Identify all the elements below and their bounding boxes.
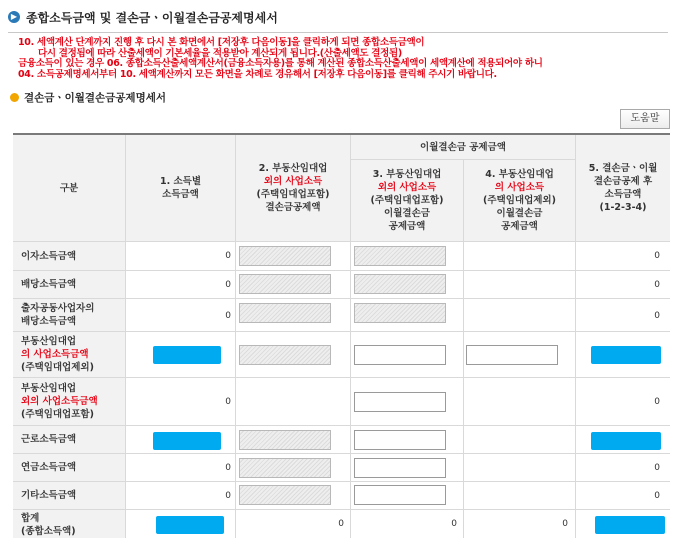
value-col5: 0 <box>654 397 660 407</box>
header-col3: 3. 부동산임대업 외의 사업소득 (주택임대업포함) 이월결손금 공제금액 <box>351 160 464 242</box>
carryover-deduction-input[interactable] <box>354 392 446 412</box>
row-label-pension-income: 연금소득금액 <box>13 454 126 482</box>
total-col4: 0 <box>562 519 568 529</box>
notice-line: 04. 소득공제명세서부터 10. 세액계산까지 모든 화면을 차례로 경유해서 [저장후 다음이동]를 클릭해 주시기 바랍니다. <box>18 68 497 80</box>
deficit-deduction-input-disabled <box>239 458 331 478</box>
value-col5: 0 <box>654 311 660 321</box>
carryover-input-disabled <box>354 274 446 294</box>
header-category: 구분 <box>13 135 126 242</box>
total-col2: 0 <box>338 519 344 529</box>
page-title: 종합소득금액 및 결손금ㆍ이월결손금공제명세서 <box>26 10 278 25</box>
income-amount-highlight[interactable] <box>153 432 221 450</box>
header-col2: 2. 부동산임대업 외의 사업소득 (주택임대업포함) 결손금공제액 <box>236 135 351 242</box>
header-col4: 4. 부동산임대업 의 사업소득 (주택임대업제외) 이월결손금 공제금액 <box>464 160 576 242</box>
value-col5: 0 <box>654 491 660 501</box>
deficit-deduction-input-disabled <box>239 303 331 323</box>
deficit-deduction-input-disabled <box>239 246 331 266</box>
cell <box>464 378 576 426</box>
total-income-highlight <box>156 516 224 534</box>
row-label-real-estate-rental: 부동산임대업 의 사업소득금액 (주택임대업제외) <box>13 332 126 378</box>
value-col1: 0 <box>225 251 231 261</box>
cell <box>464 242 576 271</box>
carryover-deduction-input[interactable] <box>354 430 446 450</box>
total-col3: 0 <box>451 519 457 529</box>
cell <box>464 299 576 332</box>
deficit-deduction-input-disabled <box>239 430 331 450</box>
result-amount-highlight <box>591 346 661 364</box>
arrow-circle-icon: ▶ <box>8 11 20 23</box>
header-col1: 1. 소득별 소득금액 <box>126 135 236 242</box>
page-header <box>8 6 668 28</box>
section-title: 결손금ㆍ이월결손금공제명세서 <box>24 92 167 104</box>
bullet-dot-icon <box>10 93 19 102</box>
section-header <box>10 90 166 105</box>
row-label-other-income: 기타소득금액 <box>13 482 126 510</box>
cell <box>464 271 576 299</box>
cell <box>464 482 576 510</box>
value-col1: 0 <box>225 463 231 473</box>
value-col5: 0 <box>654 463 660 473</box>
total-result-highlight <box>595 516 665 534</box>
value-col1: 0 <box>225 491 231 501</box>
row-label-earned-income: 근로소득금액 <box>13 426 126 454</box>
carryover-input-disabled <box>354 303 446 323</box>
deficit-deduction-input-disabled <box>239 485 331 505</box>
cell <box>464 426 576 454</box>
carryover-deduction-input[interactable] <box>354 458 446 478</box>
row-label-interest: 이자소득금액 <box>13 242 126 271</box>
value-col1: 0 <box>225 311 231 321</box>
deduction-table <box>13 133 670 537</box>
row-label-dividend: 배당소득금액 <box>13 271 126 299</box>
help-button[interactable]: 도움말 <box>620 109 670 129</box>
carryover-deduction-input[interactable] <box>354 485 446 505</box>
header-col5: 5. 결손금ㆍ이월 결손금공제 후 소득금액 (1-2-3-4) <box>576 135 670 242</box>
header-carry-group: 이월결손금 공제금액 <box>351 135 576 160</box>
carryover-deduction-input[interactable] <box>354 345 446 365</box>
deficit-deduction-input-disabled <box>239 274 331 294</box>
value-col1: 0 <box>225 280 231 290</box>
income-amount-highlight[interactable] <box>153 346 221 364</box>
value-col5: 0 <box>654 251 660 261</box>
cell <box>236 378 351 426</box>
row-label-partner-dividend: 출자공동사업자의 배당소득금액 <box>13 299 126 332</box>
row-label-non-rental-business: 부동산임대업 외의 사업소득금액 (주택임대업포함) <box>13 378 126 426</box>
title-divider <box>8 32 668 33</box>
notice-line: 다시 결정됨에 따라 산출세액이 기본세율을 적용받아 계산되게 됩니다.(산출세액도 결정됨) <box>38 47 402 59</box>
cell <box>464 454 576 482</box>
result-amount-highlight <box>591 432 661 450</box>
notice-line: 금융소득이 있는 경우 06. 종합소득산출세액계산서(금융소득자용)를 통해 계산된 종합소득산출세액이 세액계산에 적용되어야 하니 <box>18 58 543 69</box>
notice-line: 10. 세액계산 단계까지 진행 후 다시 본 화면에서 [저장후 다음이동]을 클릭하게 되면 종합소득금액이 <box>18 37 425 48</box>
notice-box <box>18 38 668 80</box>
rental-carryover-deduction-input[interactable] <box>466 345 558 365</box>
deficit-deduction-input-disabled <box>239 345 331 365</box>
carryover-input-disabled <box>354 246 446 266</box>
row-label-total: 합계 (종합소득액) <box>13 510 126 538</box>
value-col1: 0 <box>225 397 231 407</box>
value-col5: 0 <box>654 280 660 290</box>
